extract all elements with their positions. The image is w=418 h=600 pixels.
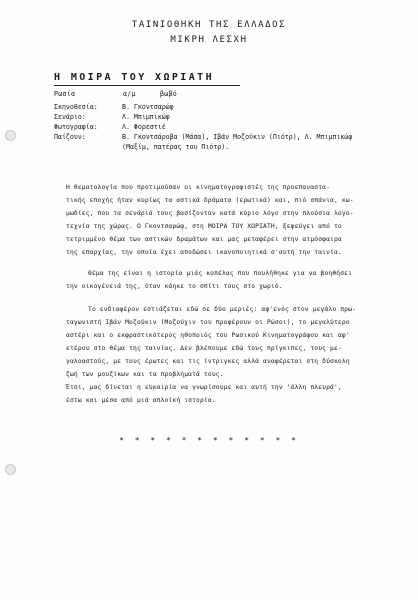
body-line: Έτσι, μας δίνεται η ευκαιρία να γνωρίσουμε και αυτή την 'άλλη πλευρά', [66, 384, 342, 391]
header-subtitle: ΜΙΚΡΗ ΛΕΣΧΗ [170, 35, 248, 45]
film-sound: βωβό [160, 90, 178, 98]
film-format: α/μ [123, 90, 136, 98]
credit-value-screenplay: Λ. Μπιμπικώφ [122, 113, 170, 121]
body-line: Το ενδιαφέρον εστιάζεται εδώ σε δύο μεριές: αφ'ενός στον μεγάλο πρω- [88, 306, 356, 313]
credit-value-cast: Β. Γκοντσάροβα (Μάσα), Ιβάν Μοζούκιν (Πιότρ), Λ. Μπιμπικώφ [122, 133, 353, 141]
body-line: αστέρι και ο εκφραστικότερος ηθοποιός του Ρωσικού Κινηματογράφου και αφ' [66, 332, 350, 339]
film-title: Η ΜΟΙΡΑ ΤΟΥ ΧΩΡΙΑΤΗ [54, 72, 214, 83]
punch-hole [5, 464, 16, 475]
punch-hole [5, 130, 16, 141]
body-line: Θέμα της είναι η ιστορία μιάς κοπέλας που πουλήθηκε για να βοηθήσει [88, 270, 353, 277]
body-line: τικής εποχής ήταν κυρίως τα αστικά δράματα (ερωτικά) και, πιό σπάνια, κω- [66, 197, 354, 204]
body-line: ετέρου στο θέμα της ταινίας. Δεν βλέπουμε εδώ τους πρίγκιπες, τους με- [66, 345, 342, 352]
title-underline [54, 85, 240, 86]
credit-value-director: Β. Γκοντσαρώφ [122, 103, 174, 111]
film-country: Ρωσία [54, 90, 76, 98]
header-organization: ΤΑΙΝΙΟΘΗΚΗ ΤΗΣ ΕΛΛΑΔΟΣ [131, 20, 287, 30]
body-line: τετριμμένο θέμα των αστικών δραμάτων και μας μεταφέρει στην ατμόσφαιρα [66, 236, 342, 243]
body-line: την οικογένειά της, όταν κάηκε το σπίτι τους στο χωριό. [66, 283, 283, 290]
credit-label-director: Σκηνοθεσία: [54, 103, 98, 111]
footer-stars: * * * * * * * * * * * * [119, 436, 299, 445]
body-line: ταγωνιστή Ιβάν Μοζούκιν (Μοζούχιν του προφέρουν οι Ρώσοι), το μεγαλύτερο [66, 319, 350, 326]
body-line: μωδίες, που τα σενάριά τους βασίζονταν κατά κύριο λόγο στην πλούσια λογο- [66, 210, 354, 217]
body-line: τεχνία της χώρας. Ο Γκοντσαρώφ, στη ΜΟΙΡΑ ΤΟΥ ΧΩΡΙΑΤΗ, ξεφεύγει από το [66, 223, 342, 230]
body-line: έστω και μέσα από μιά απλοϊκή ιστορία. [66, 397, 216, 404]
credit-label-screenplay: Σενάριο: [54, 113, 86, 121]
credit-label-cast: Παίζουν: [54, 133, 86, 141]
credit-value-photography: Λ. Φορεστιέ [122, 123, 166, 131]
body-line: γαλοαστούς, με τους έρωτες και τις ίντριγκες αλλά αναφέρεται στη δύσκολη [66, 358, 350, 365]
credit-value-cast-continued: (Μαξίμ, πατέρας του Πιότρ). [122, 143, 230, 151]
credit-label-photography: Φωτογραφία: [54, 123, 98, 131]
body-line: ζωή των μουζίκων και τα προβλήματά τους. [66, 371, 224, 378]
body-line: Η θεματολογία που προτιμούσαν οι κινηματογραφιστές της προεπαναστα- [66, 184, 331, 191]
body-line: της επαρχίας, την οποία έχει αποδώσει ικανοποιητικά σ'αυτή την ταινία. [66, 249, 342, 256]
